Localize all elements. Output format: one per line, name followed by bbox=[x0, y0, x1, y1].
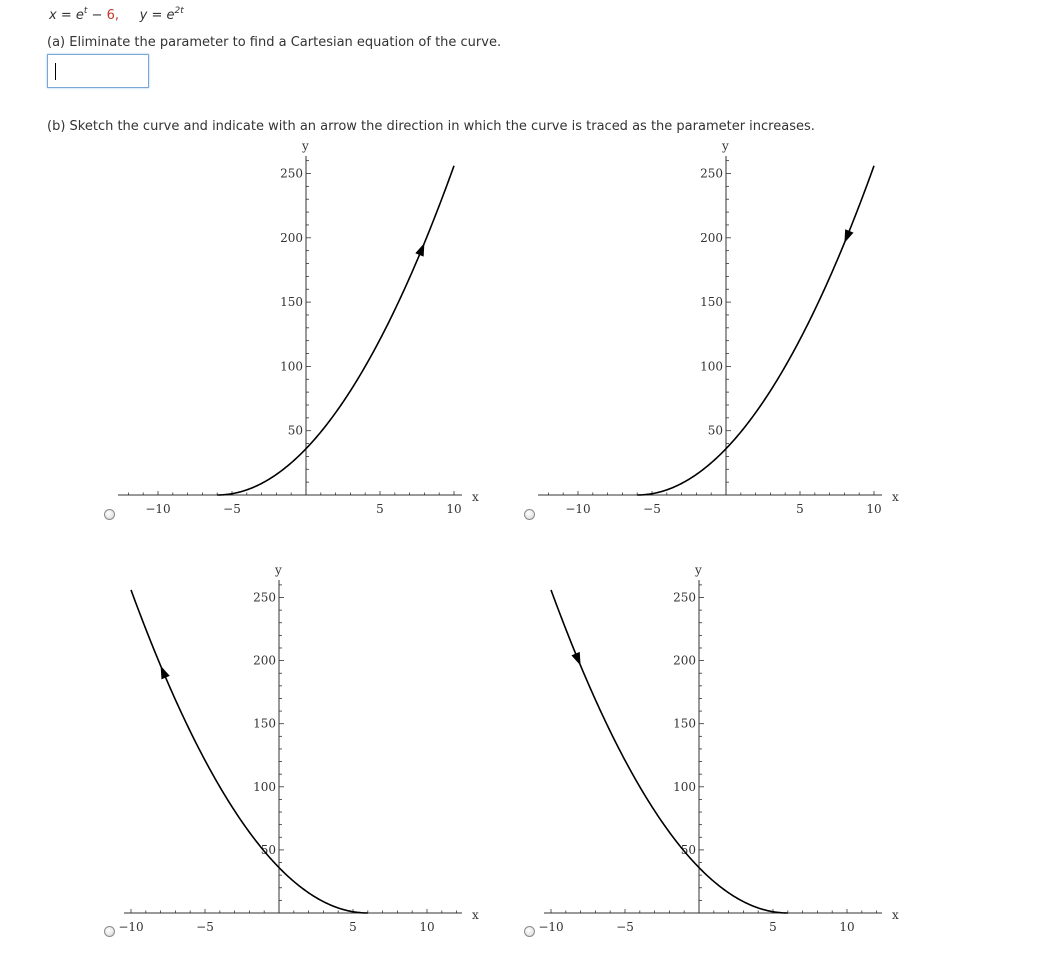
y-tick-label: 100 bbox=[673, 779, 696, 794]
y-tick-label: 250 bbox=[700, 166, 723, 181]
x-axis-label: x bbox=[892, 908, 899, 922]
y-tick-label: 150 bbox=[673, 716, 696, 731]
parametric-curve bbox=[551, 590, 788, 913]
x-tick-label: 5 bbox=[796, 502, 804, 516]
x-tick-label: 10 bbox=[839, 920, 855, 934]
x-tick-label: −10 bbox=[538, 920, 564, 934]
parametric-curve bbox=[637, 166, 874, 495]
y-tick-label: 50 bbox=[260, 842, 276, 857]
y-equation: $y = e^{2t}$ bbox=[139, 6, 184, 23]
y-tick-label: 50 bbox=[707, 423, 723, 438]
y-tick-label: 100 bbox=[253, 779, 276, 794]
y-tick-label: 50 bbox=[680, 842, 696, 857]
x-tick-label: −5 bbox=[616, 920, 634, 934]
x-tick-label: 10 bbox=[419, 920, 435, 934]
y-tick-label: 150 bbox=[253, 716, 276, 731]
direction-arrow bbox=[415, 243, 424, 257]
radio-option-2[interactable] bbox=[524, 509, 535, 520]
y-axis-label: y bbox=[722, 139, 729, 153]
parametric-curve bbox=[131, 590, 368, 913]
y-tick-label: 200 bbox=[253, 653, 276, 668]
y-tick-label: 100 bbox=[700, 359, 723, 374]
y-axis-label: y bbox=[695, 563, 702, 577]
graph-option-4 bbox=[530, 560, 910, 940]
part-b-prompt: (b) Sketch the curve and indicate with an arrow the direction in which the curve is traced as the parameter increases. bbox=[47, 119, 815, 134]
radio-option-4[interactable] bbox=[524, 926, 535, 937]
parametric-equations bbox=[49, 6, 184, 23]
x-tick-label: 5 bbox=[376, 502, 384, 516]
y-tick-label: 200 bbox=[673, 653, 696, 668]
direction-arrow bbox=[161, 666, 170, 680]
x-tick-label: 10 bbox=[866, 502, 882, 516]
radio-option-3[interactable] bbox=[104, 926, 115, 937]
direction-arrow bbox=[844, 229, 853, 243]
cartesian-equation-input[interactable] bbox=[47, 54, 149, 88]
graph-option-2 bbox=[530, 136, 910, 516]
y-tick-label: 200 bbox=[700, 230, 723, 245]
y-axis-label: y bbox=[302, 139, 309, 153]
graph-option-3 bbox=[110, 560, 490, 940]
radio-option-1[interactable] bbox=[104, 509, 115, 520]
x-axis-label: x bbox=[472, 908, 479, 922]
y-tick-label: 150 bbox=[700, 295, 723, 310]
parametric-curve bbox=[217, 166, 454, 495]
x-tick-label: −5 bbox=[196, 920, 214, 934]
part-a-prompt: (a) Eliminate the parameter to find a Cartesian equation of the curve. bbox=[47, 35, 502, 50]
text-cursor bbox=[55, 63, 56, 80]
x-tick-label: −10 bbox=[118, 920, 144, 934]
y-tick-label: 100 bbox=[280, 359, 303, 374]
x-tick-label: −5 bbox=[643, 502, 661, 516]
x-tick-label: 10 bbox=[446, 502, 462, 516]
y-tick-label: 150 bbox=[280, 295, 303, 310]
x-equation: $x = e^t - 6$, bbox=[49, 6, 119, 23]
direction-arrow bbox=[571, 652, 580, 666]
x-axis-label: x bbox=[892, 490, 899, 504]
x-tick-label: −10 bbox=[565, 502, 591, 516]
y-tick-label: 50 bbox=[287, 423, 303, 438]
y-tick-label: 250 bbox=[253, 590, 276, 605]
y-tick-label: 250 bbox=[673, 590, 696, 605]
y-axis-label: y bbox=[275, 563, 282, 577]
x-tick-label: −10 bbox=[145, 502, 171, 516]
y-tick-label: 250 bbox=[280, 166, 303, 181]
x-tick-label: 5 bbox=[349, 920, 357, 934]
x-tick-label: 5 bbox=[769, 920, 777, 934]
y-tick-label: 200 bbox=[280, 230, 303, 245]
graph-option-1 bbox=[110, 136, 490, 516]
x-tick-label: −5 bbox=[223, 502, 241, 516]
x-axis-label: x bbox=[472, 490, 479, 504]
